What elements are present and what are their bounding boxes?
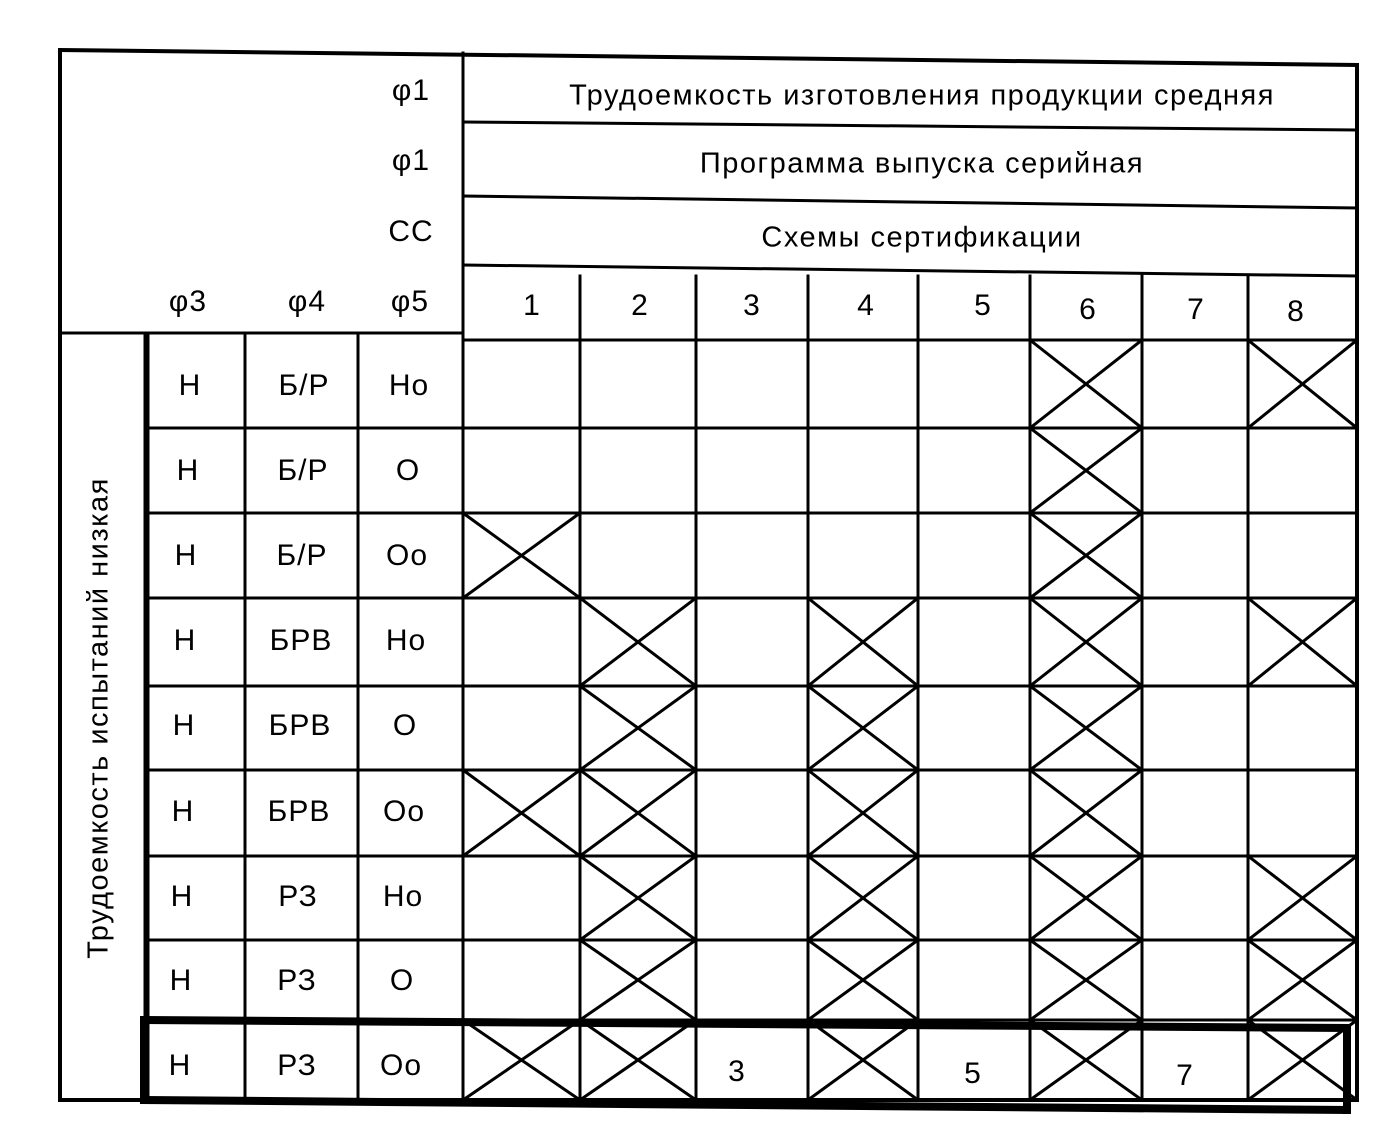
row-phi3: Н xyxy=(173,624,197,657)
row-phi3: Н xyxy=(178,369,202,402)
row-phi4: РЗ xyxy=(278,880,318,913)
scheme-number-7: 7 xyxy=(1187,293,1205,326)
scheme-number-8: 8 xyxy=(1287,295,1305,328)
row-phi4: РЗ xyxy=(277,964,317,997)
column-factor-phi5: φ5 xyxy=(390,285,430,318)
header-production-program: Программа выпуска серийная xyxy=(699,147,1145,180)
row-phi5: Оо xyxy=(382,795,426,828)
scheme-cell-label-7: 7 xyxy=(1176,1059,1194,1092)
row-phi4: Б/Р xyxy=(278,369,330,402)
row-phi3: Н xyxy=(171,795,195,828)
scheme-number-1: 1 xyxy=(523,289,541,322)
scheme-number-2: 2 xyxy=(631,289,649,322)
row-phi4: РЗ xyxy=(277,1049,317,1082)
row-phi5: О xyxy=(395,454,421,487)
scheme-number-3: 3 xyxy=(743,289,761,322)
row-phi3: Н xyxy=(169,964,193,997)
header-row-line xyxy=(463,196,1357,208)
header-factor-2: φ1 xyxy=(391,144,431,177)
scheme-number-4: 4 xyxy=(857,289,875,322)
row-phi5: Но xyxy=(388,369,430,402)
row-phi5: Оо xyxy=(379,1049,423,1082)
row-phi4: БРВ xyxy=(269,624,333,657)
header-factor-3: СС xyxy=(388,215,434,248)
row-phi3: Н xyxy=(168,1049,192,1082)
header-labor-intensity: Трудоемкость изготовления продукции средняя xyxy=(569,79,1275,112)
row-phi4: БРВ xyxy=(268,709,332,742)
scheme-cell-label-5: 5 xyxy=(964,1057,982,1090)
header-certification-schemes: Схемы сертификации xyxy=(761,221,1083,254)
row-phi3: Н xyxy=(176,454,200,487)
scheme-cell-label-3: 3 xyxy=(728,1055,746,1088)
scheme-number-6: 6 xyxy=(1079,293,1097,326)
column-factor-phi3: φ3 xyxy=(168,285,208,318)
side-label-testing-intensity: Трудоемкость испытаний низкая xyxy=(82,477,115,959)
header-row-line xyxy=(463,265,1357,276)
row-phi5: О xyxy=(392,709,418,742)
row-phi4: БРВ xyxy=(267,795,331,828)
scheme-number-5: 5 xyxy=(974,289,992,322)
header-row-line xyxy=(463,122,1357,130)
row-phi3: Н xyxy=(172,709,196,742)
row-phi5: Но xyxy=(385,624,427,657)
row-phi4: Б/Р xyxy=(276,539,328,572)
table-border-top xyxy=(60,50,1357,65)
row-phi3: Н xyxy=(174,539,198,572)
row-phi5: Оо xyxy=(385,539,429,572)
row-phi5: Но xyxy=(382,880,424,913)
header-factor-1: φ1 xyxy=(391,74,431,107)
row-phi5: О xyxy=(389,964,415,997)
column-factor-phi4: φ4 xyxy=(287,285,327,318)
row-phi3: Н xyxy=(170,880,194,913)
row-phi4: Б/Р xyxy=(277,454,329,487)
